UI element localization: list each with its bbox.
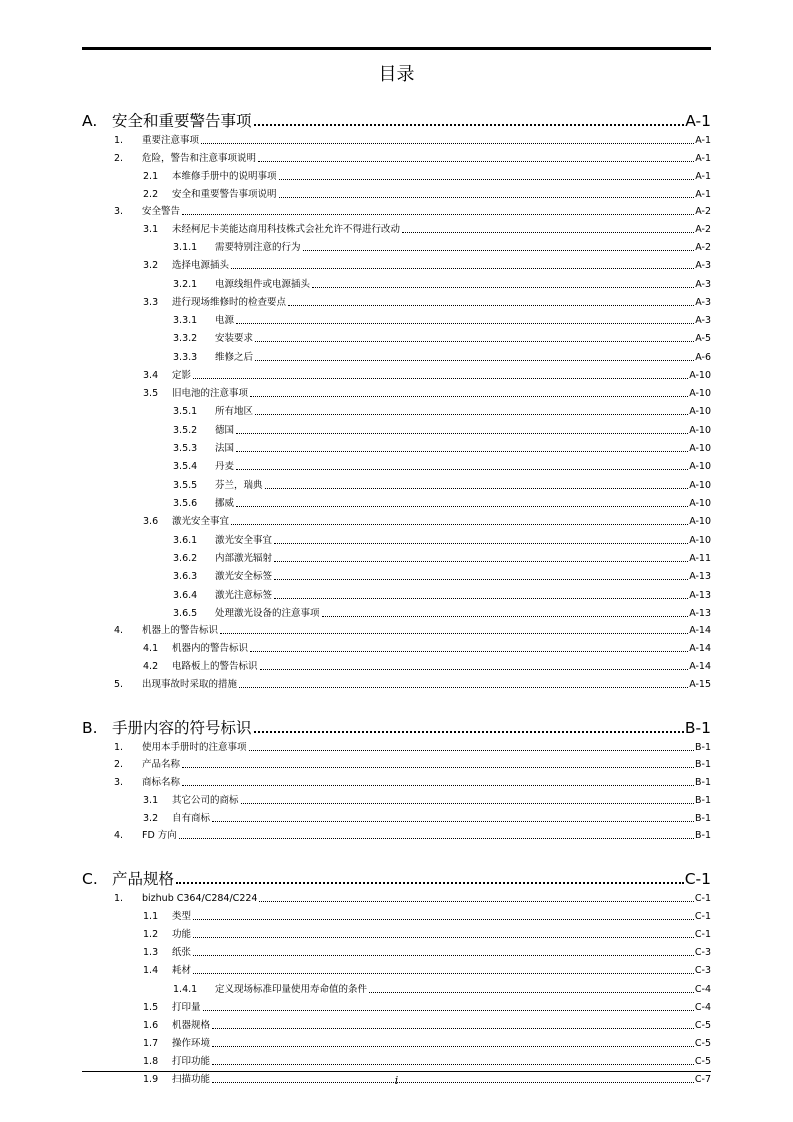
toc-entry-number: 3.6.4 xyxy=(173,589,198,601)
toc-entry-number: 4.1 xyxy=(143,643,159,655)
toc-entry-label: 激光注意标签 xyxy=(215,589,273,601)
toc-entry-label: 产品名称 xyxy=(142,759,181,771)
toc-entry-number: 3.3.3 xyxy=(173,351,198,363)
section-spacer xyxy=(82,691,711,709)
toc-entry-page: A-10 xyxy=(689,369,711,381)
toc-entry[interactable] xyxy=(82,905,711,923)
toc-entry[interactable] xyxy=(82,183,711,201)
toc-entry-number: 1.6 xyxy=(143,1019,159,1031)
toc-entry-label: 其它公司的商标 xyxy=(172,794,239,806)
toc-entry-label: 机器内的警告标识 xyxy=(172,643,249,655)
toc-entry-page: A-13 xyxy=(689,571,711,583)
toc-dot-leader xyxy=(274,598,688,599)
toc-dot-leader xyxy=(193,919,694,920)
toc-entry-label: 德国 xyxy=(215,424,235,436)
toc-entry-page: A-3 xyxy=(695,278,711,290)
toc-entry-label: 出现事故时采取的措施 xyxy=(142,678,238,690)
toc-entry[interactable] xyxy=(82,510,711,528)
toc-dot-leader xyxy=(255,360,694,361)
toc-entry-number: 3.1.1 xyxy=(173,242,198,254)
toc-entry-number: 3.5.3 xyxy=(173,443,198,455)
toc-dot-leader xyxy=(239,687,688,688)
toc-entry-label: 扫描功能 xyxy=(172,1073,211,1085)
toc-entry-page: A-1 xyxy=(695,152,711,164)
toc-entry-page: A-10 xyxy=(689,387,711,399)
toc-dot-leader xyxy=(265,488,689,489)
toc-dot-leader xyxy=(254,731,684,733)
footer-rule xyxy=(82,1071,711,1072)
toc-section-entry[interactable] xyxy=(82,709,711,737)
toc-entry-number: 3.3.1 xyxy=(173,315,198,327)
toc-entry-label: 机器上的警告标识 xyxy=(142,625,219,637)
toc-entry-label: 类型 xyxy=(172,911,192,923)
toc-entry[interactable] xyxy=(82,825,711,842)
toc-entry-label: 商标名称 xyxy=(142,776,181,788)
toc-entry-page: B-1 xyxy=(695,776,711,788)
toc-entry-number: 1.2 xyxy=(143,929,159,941)
toc-entry-page: A-1 xyxy=(685,112,711,130)
toc-entry-number: 3.2 xyxy=(143,812,159,824)
toc-entry[interactable] xyxy=(82,382,711,400)
toc-entry[interactable] xyxy=(82,291,711,309)
toc-entry-page: A-2 xyxy=(695,242,711,254)
toc-entry-number: 3.2 xyxy=(143,260,159,272)
toc-entry[interactable] xyxy=(82,977,711,995)
toc-entry[interactable] xyxy=(82,327,711,345)
toc-entry[interactable] xyxy=(82,236,711,254)
toc-entry-page: A-3 xyxy=(695,260,711,272)
toc-entry[interactable] xyxy=(82,807,711,825)
toc-entry-page: A-14 xyxy=(689,661,711,673)
toc-entry-number: 3.5.6 xyxy=(173,498,198,510)
toc-entry-page: A-5 xyxy=(695,333,711,345)
toc-entry-number: 3.2.1 xyxy=(173,278,198,290)
toc-entry-number: 5. xyxy=(114,678,124,690)
toc-entry[interactable] xyxy=(82,565,711,583)
toc-entry[interactable] xyxy=(82,254,711,272)
toc-dot-leader xyxy=(402,232,694,233)
toc-entry[interactable] xyxy=(82,309,711,327)
toc-entry-page: B-1 xyxy=(695,742,711,754)
toc-dot-leader xyxy=(193,955,694,956)
toc-entry-page: B-1 xyxy=(695,812,711,824)
toc-entry-page: B-1 xyxy=(684,718,711,737)
toc-entry-label: 进行现场维修时的检查要点 xyxy=(172,296,287,308)
toc-entry-label: bizhub C364/C284/C224 xyxy=(142,893,258,905)
toc-entry-page: C-3 xyxy=(694,965,711,977)
toc-entry-label: 产品规格 xyxy=(112,869,175,888)
toc-entry-number: 3.6.2 xyxy=(173,552,198,564)
toc-entry-number: 3.6 xyxy=(143,516,159,528)
toc-entry-number: 3.3.2 xyxy=(173,333,198,345)
toc-dot-leader xyxy=(254,124,685,126)
toc-entry-number: 1. xyxy=(114,893,124,905)
toc-entry-page: A-1 xyxy=(695,170,711,182)
toc-entry-label: 打印量 xyxy=(172,1001,201,1013)
header-rule xyxy=(82,47,711,50)
toc-entry[interactable] xyxy=(82,272,711,290)
toc-dot-leader xyxy=(259,901,693,902)
toc-dot-leader xyxy=(231,268,694,269)
toc-entry-page: C-1 xyxy=(694,893,711,905)
toc-entry[interactable] xyxy=(82,620,711,637)
toc-entry-page: A-14 xyxy=(689,625,711,637)
toc-entry-label: 危险，警告和注意事项说明 xyxy=(142,152,257,164)
toc-entry-page: A-10 xyxy=(689,479,711,491)
toc-entry-page: A-10 xyxy=(689,443,711,455)
toc-entry[interactable] xyxy=(82,754,711,771)
toc-entry-label: 旧电池的注意事项 xyxy=(172,387,249,399)
toc-entry[interactable] xyxy=(82,789,711,807)
toc-entry[interactable] xyxy=(82,1014,711,1032)
toc-dot-leader xyxy=(201,143,694,144)
toc-entry[interactable] xyxy=(82,130,711,147)
toc-entry[interactable] xyxy=(82,437,711,455)
toc-dot-leader xyxy=(176,882,684,884)
toc-entry-label: 功能 xyxy=(172,929,192,941)
toc-dot-leader xyxy=(260,669,689,670)
toc-entry-page: C-5 xyxy=(694,1019,711,1031)
toc-entry-label: 内部激光辐射 xyxy=(215,552,273,564)
toc-entry-label: 选择电源插头 xyxy=(172,260,230,272)
toc-dot-leader xyxy=(236,433,688,434)
toc-dot-leader xyxy=(288,305,694,306)
toc-entry-page: A-2 xyxy=(695,223,711,235)
toc-entry-number: 1.4 xyxy=(143,965,159,977)
toc-entry[interactable] xyxy=(82,165,711,183)
toc-entry-label: 耗材 xyxy=(172,965,192,977)
toc-entry-page: C-5 xyxy=(694,1037,711,1049)
toc-entry-page: A-13 xyxy=(689,608,711,620)
toc-entry-label: 维修之后 xyxy=(215,351,254,363)
toc-dot-leader xyxy=(258,161,694,162)
toc-dot-leader xyxy=(193,378,688,379)
toc-entry-label: 安装要求 xyxy=(215,333,254,345)
toc-entry[interactable] xyxy=(82,923,711,941)
toc-entry-number: 1. xyxy=(114,742,124,754)
toc-entry-number: 3.1 xyxy=(143,794,159,806)
toc-entry-page: A-10 xyxy=(689,406,711,418)
toc-dot-leader xyxy=(236,506,688,507)
toc-dot-leader xyxy=(182,214,694,215)
toc-entry-number: 2.1 xyxy=(143,170,159,182)
toc-entry-page: C-1 xyxy=(694,929,711,941)
toc-entry-label: FD 方向 xyxy=(142,829,177,841)
toc-dot-leader xyxy=(212,1028,694,1029)
toc-dot-leader xyxy=(322,616,689,617)
toc-entry-number: 1.8 xyxy=(143,1055,159,1067)
toc-entry-number: 1. xyxy=(114,135,124,147)
toc-entry-page: A-15 xyxy=(689,678,711,690)
toc-entry-label: 激光安全事宜 xyxy=(215,534,273,546)
toc-entry[interactable] xyxy=(82,218,711,236)
toc-entry-page: B-1 xyxy=(695,759,711,771)
toc-entry[interactable] xyxy=(82,528,711,546)
toc-entry-label: 手册内容的符号标识 xyxy=(112,718,252,737)
toc-entry[interactable] xyxy=(82,941,711,959)
toc-entry[interactable] xyxy=(82,345,711,363)
toc-entry-page: A-10 xyxy=(689,534,711,546)
toc-entry-number: 4. xyxy=(114,625,124,637)
toc-dot-leader xyxy=(274,579,688,580)
toc-entry-label: 芬兰，瑞典 xyxy=(215,479,263,491)
toc-entry-number: 3.5 xyxy=(143,387,159,399)
toc-entry[interactable] xyxy=(82,771,711,788)
toc-entry[interactable] xyxy=(82,959,711,977)
toc-entry[interactable] xyxy=(82,673,711,690)
toc-entry-number: 1.1 xyxy=(143,911,159,923)
toc-entry-number: 2.2 xyxy=(143,188,159,200)
table-of-contents xyxy=(82,102,711,1086)
toc-entry-number: 2. xyxy=(114,152,124,164)
toc-entry-page: A-10 xyxy=(689,516,711,528)
toc-entry-label: 激光安全标签 xyxy=(215,571,273,583)
toc-entry-label: 本维修手册中的说明事项 xyxy=(172,170,277,182)
toc-section-entry[interactable] xyxy=(82,860,711,888)
toc-entry[interactable] xyxy=(82,583,711,601)
toc-dot-leader xyxy=(236,323,694,324)
page-number: i xyxy=(394,1074,399,1087)
toc-entry-label: 丹麦 xyxy=(215,461,235,473)
toc-entry-number: 1.4.1 xyxy=(173,983,198,995)
toc-dot-leader xyxy=(255,414,688,415)
toc-entry-label: 安全警告 xyxy=(142,205,181,217)
toc-entry-number: 3.5.2 xyxy=(173,424,198,436)
toc-entry[interactable] xyxy=(82,737,711,754)
toc-entry-page: C-5 xyxy=(694,1055,711,1067)
toc-entry[interactable] xyxy=(82,418,711,436)
toc-entry-page: A-6 xyxy=(695,351,711,363)
toc-entry-label: 打印功能 xyxy=(172,1055,211,1067)
toc-dot-leader xyxy=(220,633,688,634)
toc-entry-number: 3.6.1 xyxy=(173,534,198,546)
toc-entry[interactable] xyxy=(82,364,711,382)
section-spacer xyxy=(82,842,711,860)
toc-entry[interactable] xyxy=(82,473,711,491)
toc-entry-label: 电源 xyxy=(215,315,235,327)
toc-entry-page: C-1 xyxy=(684,869,711,888)
toc-entry-page: C-1 xyxy=(694,911,711,923)
toc-dot-leader xyxy=(236,451,688,452)
toc-dot-leader xyxy=(212,1064,694,1065)
toc-entry-number: 3.1 xyxy=(143,223,159,235)
toc-entry-label: 挪威 xyxy=(215,498,235,510)
toc-entry-page: A-11 xyxy=(689,552,711,564)
toc-entry[interactable] xyxy=(82,1050,711,1068)
toc-dot-leader xyxy=(212,821,694,822)
toc-entry-number: 2. xyxy=(114,759,124,771)
toc-entry-label: 所有地区 xyxy=(215,406,254,418)
toc-entry-number: 3. xyxy=(114,205,124,217)
toc-dot-leader xyxy=(212,1046,694,1047)
toc-entry-number: 3. xyxy=(114,776,124,788)
toc-entry-label: 电路板上的警告标识 xyxy=(172,661,258,673)
toc-entry-label: 处理激光设备的注意事项 xyxy=(215,608,320,620)
toc-entry-page: A-14 xyxy=(689,643,711,655)
toc-entry-number: 3.6.3 xyxy=(173,571,198,583)
toc-entry[interactable] xyxy=(82,602,711,620)
toc-entry-number: 3.5.5 xyxy=(173,479,198,491)
toc-dot-leader xyxy=(193,937,694,938)
toc-entry[interactable] xyxy=(82,1032,711,1050)
toc-dot-leader xyxy=(369,992,694,993)
toc-entry-page: A-10 xyxy=(689,424,711,436)
toc-entry-number: B. xyxy=(82,718,98,737)
toc-entry-page: A-1 xyxy=(695,188,711,200)
toc-entry-page: C-7 xyxy=(694,1073,711,1085)
toc-entry-label: 法国 xyxy=(215,443,235,455)
toc-entry[interactable] xyxy=(82,201,711,218)
toc-entry-number: 1.9 xyxy=(143,1073,159,1085)
toc-entry[interactable] xyxy=(82,147,711,164)
toc-dot-leader xyxy=(279,197,695,198)
toc-entry-label: 电源线组件或电源插头 xyxy=(215,278,311,290)
toc-dot-leader xyxy=(303,250,695,251)
toc-entry-label: 安全和重要警告事项说明 xyxy=(172,188,277,200)
toc-entry[interactable] xyxy=(82,637,711,655)
toc-entry[interactable] xyxy=(82,547,711,565)
toc-entry[interactable] xyxy=(82,492,711,510)
toc-entry-page: C-3 xyxy=(694,947,711,959)
toc-dot-leader xyxy=(274,561,688,562)
toc-entry-page: B-1 xyxy=(695,794,711,806)
toc-entry-label: 重要注意事项 xyxy=(142,135,200,147)
toc-dot-leader xyxy=(279,179,695,180)
toc-dot-leader xyxy=(250,396,688,397)
toc-entry-label: 自有商标 xyxy=(172,812,211,824)
toc-entry-label: 纸张 xyxy=(172,947,192,959)
toc-entry-label: 需要特别注意的行为 xyxy=(215,242,301,254)
toc-entry-number: 4. xyxy=(114,829,124,841)
toc-entry-label: 使用本手册时的注意事项 xyxy=(142,742,247,754)
toc-dot-leader xyxy=(203,1010,694,1011)
toc-dot-leader xyxy=(274,543,688,544)
toc-entry-page: A-10 xyxy=(689,461,711,473)
toc-entry-label: 定义现场标准印量使用寿命值的条件 xyxy=(215,983,368,995)
toc-dot-leader xyxy=(182,785,694,786)
toc-entry-number: 1.3 xyxy=(143,947,159,959)
toc-dot-leader xyxy=(241,803,694,804)
toc-entry-page: A-3 xyxy=(695,296,711,308)
toc-entry[interactable] xyxy=(82,400,711,418)
toc-entry[interactable] xyxy=(82,996,711,1014)
toc-entry-page: B-1 xyxy=(695,829,711,841)
toc-section-entry[interactable] xyxy=(82,102,711,130)
toc-entry[interactable] xyxy=(82,455,711,473)
toc-dot-leader xyxy=(182,767,694,768)
toc-entry-number: 1.5 xyxy=(143,1001,159,1013)
toc-entry[interactable] xyxy=(82,888,711,905)
toc-entry-page: A-3 xyxy=(695,315,711,327)
toc-dot-leader xyxy=(249,750,694,751)
toc-entry-number: 3.3 xyxy=(143,296,159,308)
toc-entry-page: A-1 xyxy=(695,135,711,147)
toc-dot-leader xyxy=(250,651,688,652)
toc-dot-leader xyxy=(193,973,694,974)
toc-entry-label: 安全和重要警告事项 xyxy=(112,112,252,130)
toc-entry-number: 1.7 xyxy=(143,1037,159,1049)
toc-entry-page: A-10 xyxy=(689,498,711,510)
toc-dot-leader xyxy=(231,524,688,525)
toc-dot-leader xyxy=(179,838,694,839)
toc-entry-label: 未经柯尼卡美能达商用科技株式会社允许不得进行改动 xyxy=(172,223,401,235)
toc-entry-number: 3.5.4 xyxy=(173,461,198,473)
page-title: 目录 xyxy=(378,64,415,85)
toc-entry-number: A. xyxy=(82,112,98,130)
toc-entry-number: 3.4 xyxy=(143,369,159,381)
toc-entry-number: C. xyxy=(82,869,98,888)
toc-dot-leader xyxy=(312,287,694,288)
toc-entry-number: 3.6.5 xyxy=(173,608,198,620)
toc-dot-leader xyxy=(236,469,688,470)
toc-entry-page: C-4 xyxy=(694,1001,711,1013)
toc-entry[interactable] xyxy=(82,655,711,673)
toc-entry-number: 3.5.1 xyxy=(173,406,198,418)
toc-entry-label: 定影 xyxy=(172,369,192,381)
toc-entry-page: C-4 xyxy=(694,983,711,995)
toc-dot-leader xyxy=(255,341,694,342)
toc-entry-label: 操作环境 xyxy=(172,1037,211,1049)
toc-entry-number: 4.2 xyxy=(143,661,159,673)
toc-entry-page: A-2 xyxy=(695,205,711,217)
toc-entry-label: 机器规格 xyxy=(172,1019,211,1031)
toc-entry-label: 激光安全事宜 xyxy=(172,516,230,528)
toc-entry-page: A-13 xyxy=(689,589,711,601)
